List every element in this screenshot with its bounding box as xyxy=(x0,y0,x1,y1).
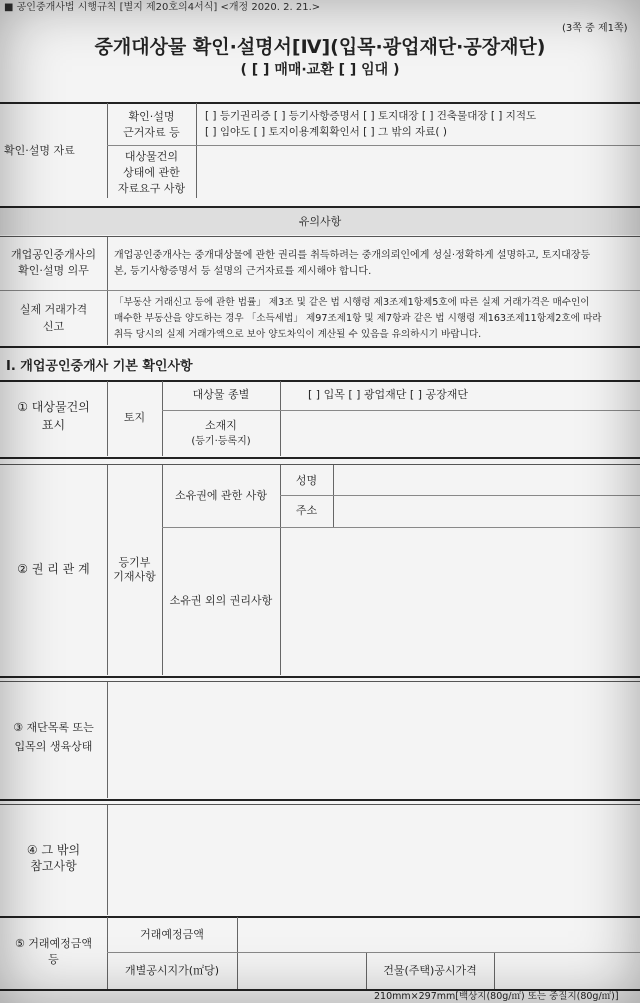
divider xyxy=(0,290,640,291)
item1-label: ① 대상물건의 xyxy=(17,400,90,414)
request-label: 상태에 관한 xyxy=(123,166,180,179)
section1-heading: Ⅰ. 개업공인중개사 기본 확인사항 xyxy=(6,359,193,374)
basis-checkboxes[interactable]: [ ] 등기권리증 [ ] 등기사항증명서 [ ] 토지대장 [ ] 건축물대장 [ ] 지적도 xyxy=(205,110,537,122)
basis-label: 근거자료 등 xyxy=(123,126,180,139)
form-title: 중개대상물 확인·설명서[Ⅳ](입목·광업재단·공장재단) xyxy=(94,36,546,58)
name-label: 성명 xyxy=(295,474,318,487)
divider xyxy=(494,953,495,989)
divider xyxy=(0,681,640,682)
duty-text: 개업공인중개사는 중개대상물에 관한 권리를 취득하려는 중개의뢰인에게 성실·정확하게 설명하고, 토지대장등 xyxy=(114,250,591,261)
expected-price-label: 거래예정금액 xyxy=(140,928,204,941)
divider xyxy=(0,464,640,465)
price-report-text: 「부동산 거래신고 등에 관한 법률」 제3조 및 같은 법 시행령 제3조제1항제5호에 따른 실제 거래가격은 매수인이 xyxy=(114,297,590,308)
item3-label: 입목의 생육상태 xyxy=(14,740,93,753)
location-label: (등기·등록지) xyxy=(191,436,251,447)
divider xyxy=(333,465,334,527)
item5-label: 등 xyxy=(48,953,59,966)
location-label: 소재지 xyxy=(205,419,237,432)
request-label: 대상물건의 xyxy=(124,150,179,163)
registry-label: 기재사항 xyxy=(113,570,156,583)
divider xyxy=(0,916,640,918)
divider xyxy=(237,917,238,989)
divider xyxy=(162,527,640,528)
building-price-label: 건물(주택)공시가격 xyxy=(383,964,477,977)
divider xyxy=(196,103,197,198)
basis-label: 확인·설명 xyxy=(128,110,175,123)
price-report-label: 신고 xyxy=(42,320,65,333)
price-report-text: 취득 당시의 실제 거래가액으로 보아 양도차익이 계산될 수 있음을 유의하시기 바랍니다. xyxy=(114,329,482,340)
item5-label: ⑤ 거래예정금액 xyxy=(14,937,93,950)
notes-heading: 유의사항 xyxy=(298,215,342,228)
type-options-checkboxes[interactable]: [ ] 입목 [ ] 광업재단 [ ] 공장재단 xyxy=(308,388,468,401)
divider xyxy=(0,380,640,382)
basis-checkboxes[interactable]: [ ] 임야도 [ ] 토지이용계획확인서 [ ] 그 밖의 자료( ) xyxy=(205,126,447,138)
divider xyxy=(0,799,640,801)
request-label: 자료요구 사항 xyxy=(117,182,186,195)
divider xyxy=(162,410,640,411)
item3-label: ③ 재단목록 또는 xyxy=(13,721,94,734)
divider xyxy=(0,457,640,459)
divider xyxy=(107,952,640,953)
divider xyxy=(0,346,640,348)
item4-label: 참고사항 xyxy=(30,859,77,873)
divider xyxy=(0,804,640,805)
transaction-type-subtitle: ( [ ] 매매·교환 [ ] 임대 ) xyxy=(240,62,400,78)
ownership-label: 소유권에 관한 사항 xyxy=(174,489,267,502)
divider xyxy=(107,145,640,146)
price-report-text: 매수한 부동산을 양도하는 경우 「소득세법」 제97조제1항 및 제7항과 같은 법 시행령 제163조제11항제2호에 따라 xyxy=(114,313,602,324)
other-rights-label: 소유권 외의 권리사항 xyxy=(169,594,273,607)
confirm-section-label: 확인·설명 자료 xyxy=(4,144,75,157)
divider xyxy=(280,381,281,456)
duty-label: 확인·설명 의무 xyxy=(18,264,89,277)
law-reference: ■ 공인중개사법 시행규칙 [별지 제20호의4서식] <개정 2020. 2. 21.> xyxy=(4,2,321,13)
divider xyxy=(107,805,108,915)
type-label: 대상물 종별 xyxy=(192,388,250,401)
registry-label: 등기부 xyxy=(118,556,151,569)
duty-text: 본, 등기사항증명서 등 설명의 근거자료를 제시해야 합니다. xyxy=(114,266,372,277)
divider xyxy=(107,682,108,798)
divider xyxy=(0,676,640,678)
duty-label: 개업공인중개사의 xyxy=(10,248,96,261)
address-label: 주소 xyxy=(295,504,318,517)
land-price-label: 개별공시지가(㎡당) xyxy=(125,964,219,977)
divider xyxy=(280,495,640,496)
item2-label: ② 권 리 관 계 xyxy=(17,562,90,576)
divider xyxy=(280,465,281,675)
land-label: 토지 xyxy=(123,411,146,424)
table-top-border xyxy=(0,102,640,104)
paper-spec: 210mm×297mm[백상지(80g/㎡) 또는 중질지(80g/㎡)] xyxy=(374,991,619,1002)
item4-label: ④ 그 밖의 xyxy=(26,843,81,857)
item1-label: 표시 xyxy=(41,418,66,432)
divider xyxy=(0,236,640,237)
price-report-label: 실제 거래가격 xyxy=(19,303,88,316)
divider xyxy=(107,237,108,345)
page-indicator: (3쪽 중 제1쪽) xyxy=(562,23,628,34)
